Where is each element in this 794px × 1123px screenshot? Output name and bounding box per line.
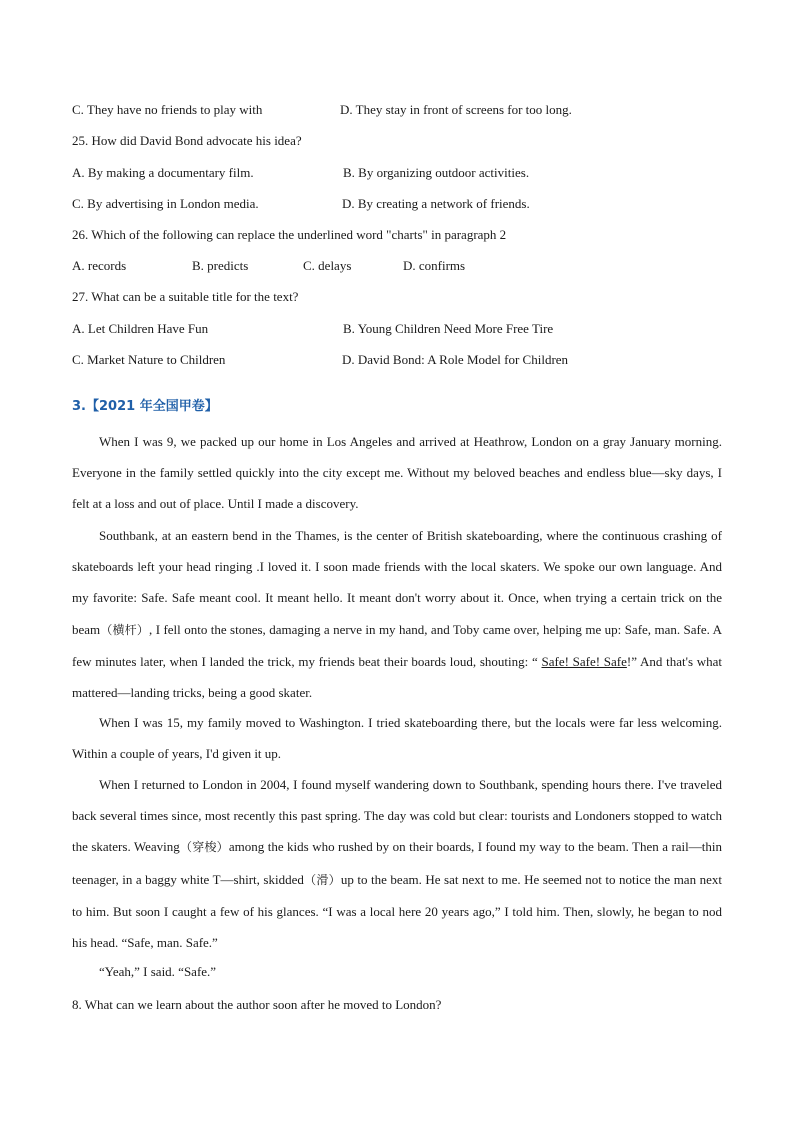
q26-option-d: D. confirms [403, 258, 466, 273]
q24-option-d: D. They stay in front of screens for too long. [340, 102, 572, 117]
q25-option-b: B. By organizing outdoor activities. [343, 165, 530, 180]
p2-underlined-safe: Safe! Safe! Safe [541, 653, 627, 669]
p4-text-b: among the kids who rushed by on their boards, I found my way to the beam. Then a rail—thin teenager, in a baggy white T—shirt, skidded [72, 839, 722, 887]
passage-paragraph-4 [72, 769, 722, 958]
p2-text-c: !” And that's what mattered—landing tricks, being a good skater. [72, 653, 722, 701]
q26-question: 26. Which of the following can replace the underlined word "charts" in paragraph 2 [72, 227, 507, 242]
passage-paragraph-2 [72, 520, 722, 708]
p4-text-a: When I returned to London in 2004, I found myself wandering down to Southbank, spending hours there. I've traveled back several times since, most recently this past spring. The day was cold but clear: tourists and Londoners stopped to watch the skaters. Weaving [72, 777, 722, 855]
q27-options-row-1 [72, 321, 724, 337]
q24-option-c: C. They have no friends to play with [72, 102, 263, 117]
section-heading: 3.【2021 年全国甲卷】 [72, 399, 218, 414]
q24-options-row [72, 102, 724, 118]
p4-gloss-weaving: （穿梭） [179, 840, 229, 855]
q25-options-row-2 [72, 196, 724, 212]
p4-text-c: up to the beam. He sat next to me. He seemed not to notice the man next to him. But soon I caught a few of his glances. “I was a local here 20 years ago,” I told him. Then, slowly, he began to nod his head. “Safe, man. Safe.” [72, 871, 722, 951]
q8-question: 8. What can we learn about the author soon after he moved to London? [72, 997, 442, 1012]
q25-option-a: A. By making a documentary film. [72, 165, 254, 180]
p2-text-a: Southbank, at an eastern bend in the Thames, is the center of British skateboarding, where the continuous crashing of skateboards left your head ringing .I loved it. I soon made friends with the local skaters. We spoke our own language. And my favorite: Safe. Safe meant cool. It meant hello. It meant don't worry about it. Once, when trying a certain trick on the beam [72, 528, 722, 637]
q27-option-d: D. David Bond: A Role Model for Children [342, 352, 569, 367]
p2-gloss-beam: （横杆） [100, 622, 150, 637]
q27-options-row-2 [72, 352, 724, 368]
q26-option-c: C. delays [303, 258, 352, 273]
q27-option-a: A. Let Children Have Fun [72, 321, 209, 336]
q25-option-c: C. By advertising in London media. [72, 196, 259, 211]
q26-option-b: B. predicts [192, 258, 249, 273]
passage-paragraph-1: When I was 9, we packed up our home in Los Angeles and arrived at Heathrow, London on a gray January morning. Everyone in the family settled quickly into the city except me. Without my beloved beaches and endless blue—sky days, I felt at a loss and out of place. Until I made a discovery. [72, 434, 722, 512]
q26-options-row [72, 258, 724, 274]
q25-option-d: D. By creating a network of friends. [342, 196, 530, 211]
p4-gloss-skidded: （滑） [303, 872, 341, 887]
q27-option-b: B. Young Children Need More Free Tire [343, 321, 554, 336]
q25-options-row-1 [72, 165, 724, 181]
q27-option-c: C. Market Nature to Children [72, 352, 226, 367]
q25-question: 25. How did David Bond advocate his idea? [72, 133, 302, 148]
p2-text-b: , I fell onto the stones, damaging a nerve in my hand, and Toby came over, helping me up: Safe, man. Safe. A few minutes later, when I landed the trick, my friends beat their boards loud, shouting: “ [72, 621, 722, 669]
q26-option-a: A. records [72, 258, 127, 273]
passage-paragraph-5: “Yeah,” I said. “Safe.” [99, 964, 217, 979]
passage-paragraph-3: When I was 15, my family moved to Washington. I tried skateboarding there, but the locals were far less welcoming. Within a couple of years, I'd given it up. [72, 715, 722, 762]
q27-question: 27. What can be a suitable title for the text? [72, 289, 299, 304]
